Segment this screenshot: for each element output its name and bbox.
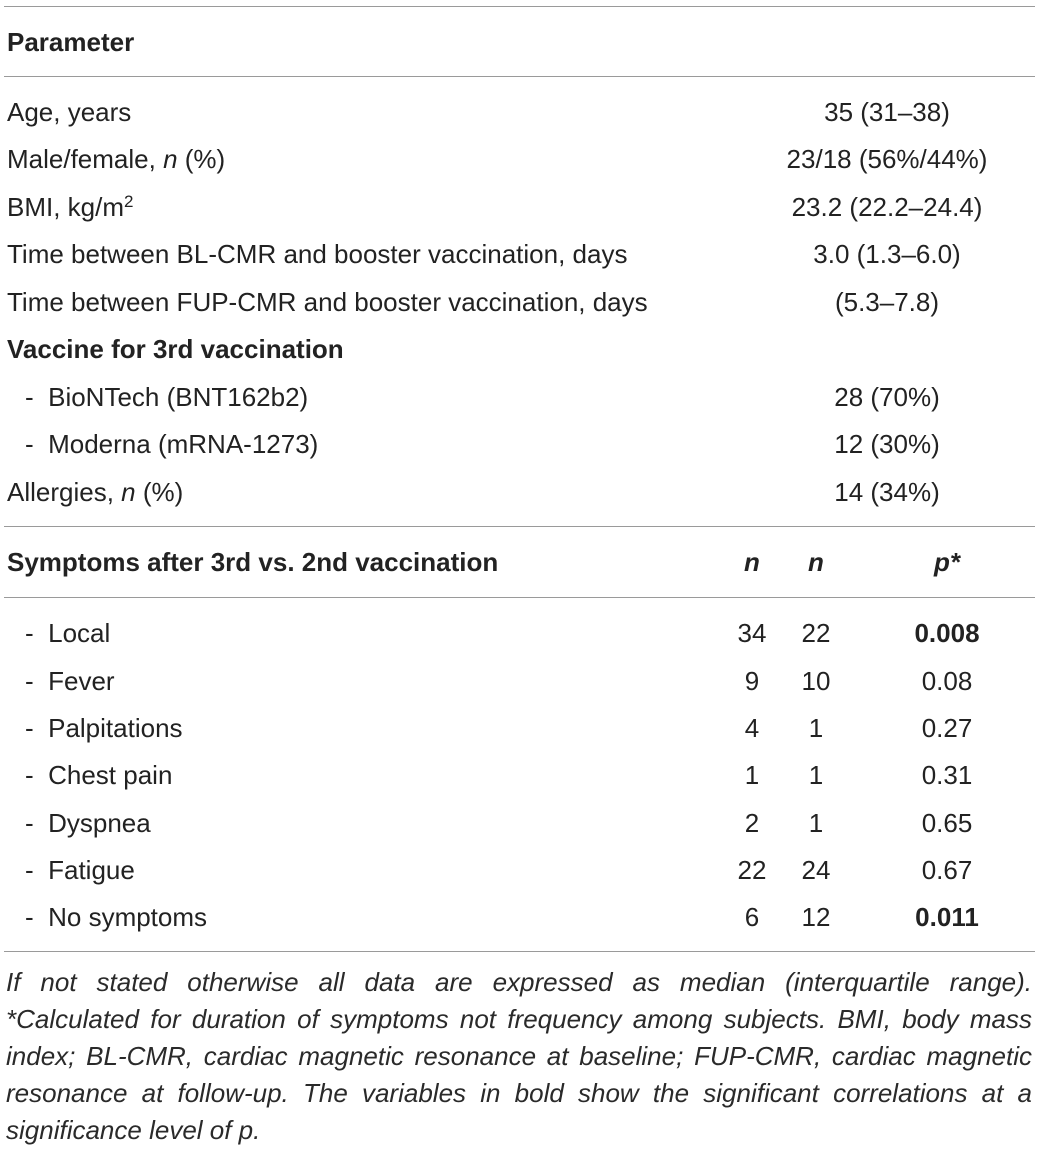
n-3rd-header: n: [744, 547, 760, 577]
symptom-n-2nd: 12: [801, 902, 831, 932]
parameter-header: Parameter: [7, 27, 135, 57]
sex-label: Male/female, n (%): [7, 144, 226, 174]
symptom-n-3rd: 6: [744, 902, 760, 932]
table-footnote: If not stated otherwise all data are expressed as median (interquartile range). *Calculated for duration of symptoms not frequency among subjects. BMI, body mass index; BL-CMR, cardiac magnetic resonance at baseline; FUP-CMR, cardiac magnetic resonance at follow-up. The variables in bold show the significant correlations at a significance level of p.: [6, 967, 1032, 1145]
symptom-p-value: 0.27: [921, 713, 973, 743]
symptom-label: - Local: [25, 618, 111, 648]
symptom-n-3rd: 34: [737, 618, 767, 648]
n-2nd-header: n: [808, 547, 824, 577]
age-value: 35 (31–38): [824, 97, 950, 127]
table-bottom-rule: [4, 951, 1035, 952]
age-label: Age, years: [7, 97, 132, 127]
symptom-p-value: 0.31: [921, 760, 973, 790]
symptom-n-2nd: 24: [801, 855, 831, 885]
symptoms-header-rule: [4, 597, 1035, 598]
fup-cmr-time-value: (5.3–7.8): [834, 287, 940, 317]
symptom-p-value: 0.011: [915, 902, 979, 932]
symptom-n-3rd: 1: [744, 760, 760, 790]
p-header: p*: [934, 547, 960, 577]
bmi-label: BMI, $kg/m^2$: [7, 192, 134, 222]
moderna-value: 12 (30%): [834, 429, 940, 459]
symptom-n-3rd: 2: [744, 808, 760, 838]
symptom-n-3rd: 4: [744, 713, 760, 743]
bmi-value: 23.2 (22.2–24.4): [791, 192, 983, 222]
symptom-n-2nd: 1: [808, 713, 824, 743]
allergies-label: Allergies, n (%): [7, 477, 184, 507]
moderna-label: - Moderna (mRNA-1273): [25, 429, 319, 459]
allergies-value: 14 (34%): [834, 477, 940, 507]
biontech-label: - BioNTech (BNT162b2): [25, 382, 309, 412]
symptom-label: - Chest pain: [25, 760, 173, 790]
symptom-label: - Dyspnea: [25, 808, 151, 838]
symptom-n-2nd: 1: [808, 808, 824, 838]
fup-cmr-time-label: Time between FUP-CMR and booster vaccination, days: [7, 287, 648, 317]
symptom-n-2nd: 1: [808, 760, 824, 790]
table-top-rule: [4, 6, 1035, 7]
symptom-p-value: 0.008: [914, 618, 980, 648]
symptom-label: - Palpitations: [25, 713, 183, 743]
symptom-n-3rd: 9: [744, 666, 760, 696]
symptom-label: - Fever: [25, 666, 115, 696]
bl-cmr-time-value: 3.0 (1.3–6.0): [813, 239, 961, 269]
symptoms-header: Symptoms after 3rd vs. 2nd vaccination: [7, 547, 499, 577]
symptom-label: - Fatigue: [25, 855, 135, 885]
symptom-n-2nd: 10: [801, 666, 831, 696]
symptom-n-3rd: 22: [737, 855, 767, 885]
vaccine-header: Vaccine for 3rd vaccination: [7, 334, 344, 364]
symptom-n-2nd: 22: [801, 618, 831, 648]
symptom-p-value: 0.65: [921, 808, 973, 838]
section-rule: [4, 526, 1035, 527]
symptom-p-value: 0.67: [921, 855, 973, 885]
biontech-value: 28 (70%): [834, 382, 940, 412]
symptom-p-value: 0.08: [921, 666, 973, 696]
header-rule: [4, 76, 1035, 77]
sex-value: 23/18 (56%/44%): [786, 144, 988, 174]
bl-cmr-time-label: Time between BL-CMR and booster vaccination, days: [7, 239, 628, 269]
symptom-label: - No symptoms: [25, 902, 208, 932]
